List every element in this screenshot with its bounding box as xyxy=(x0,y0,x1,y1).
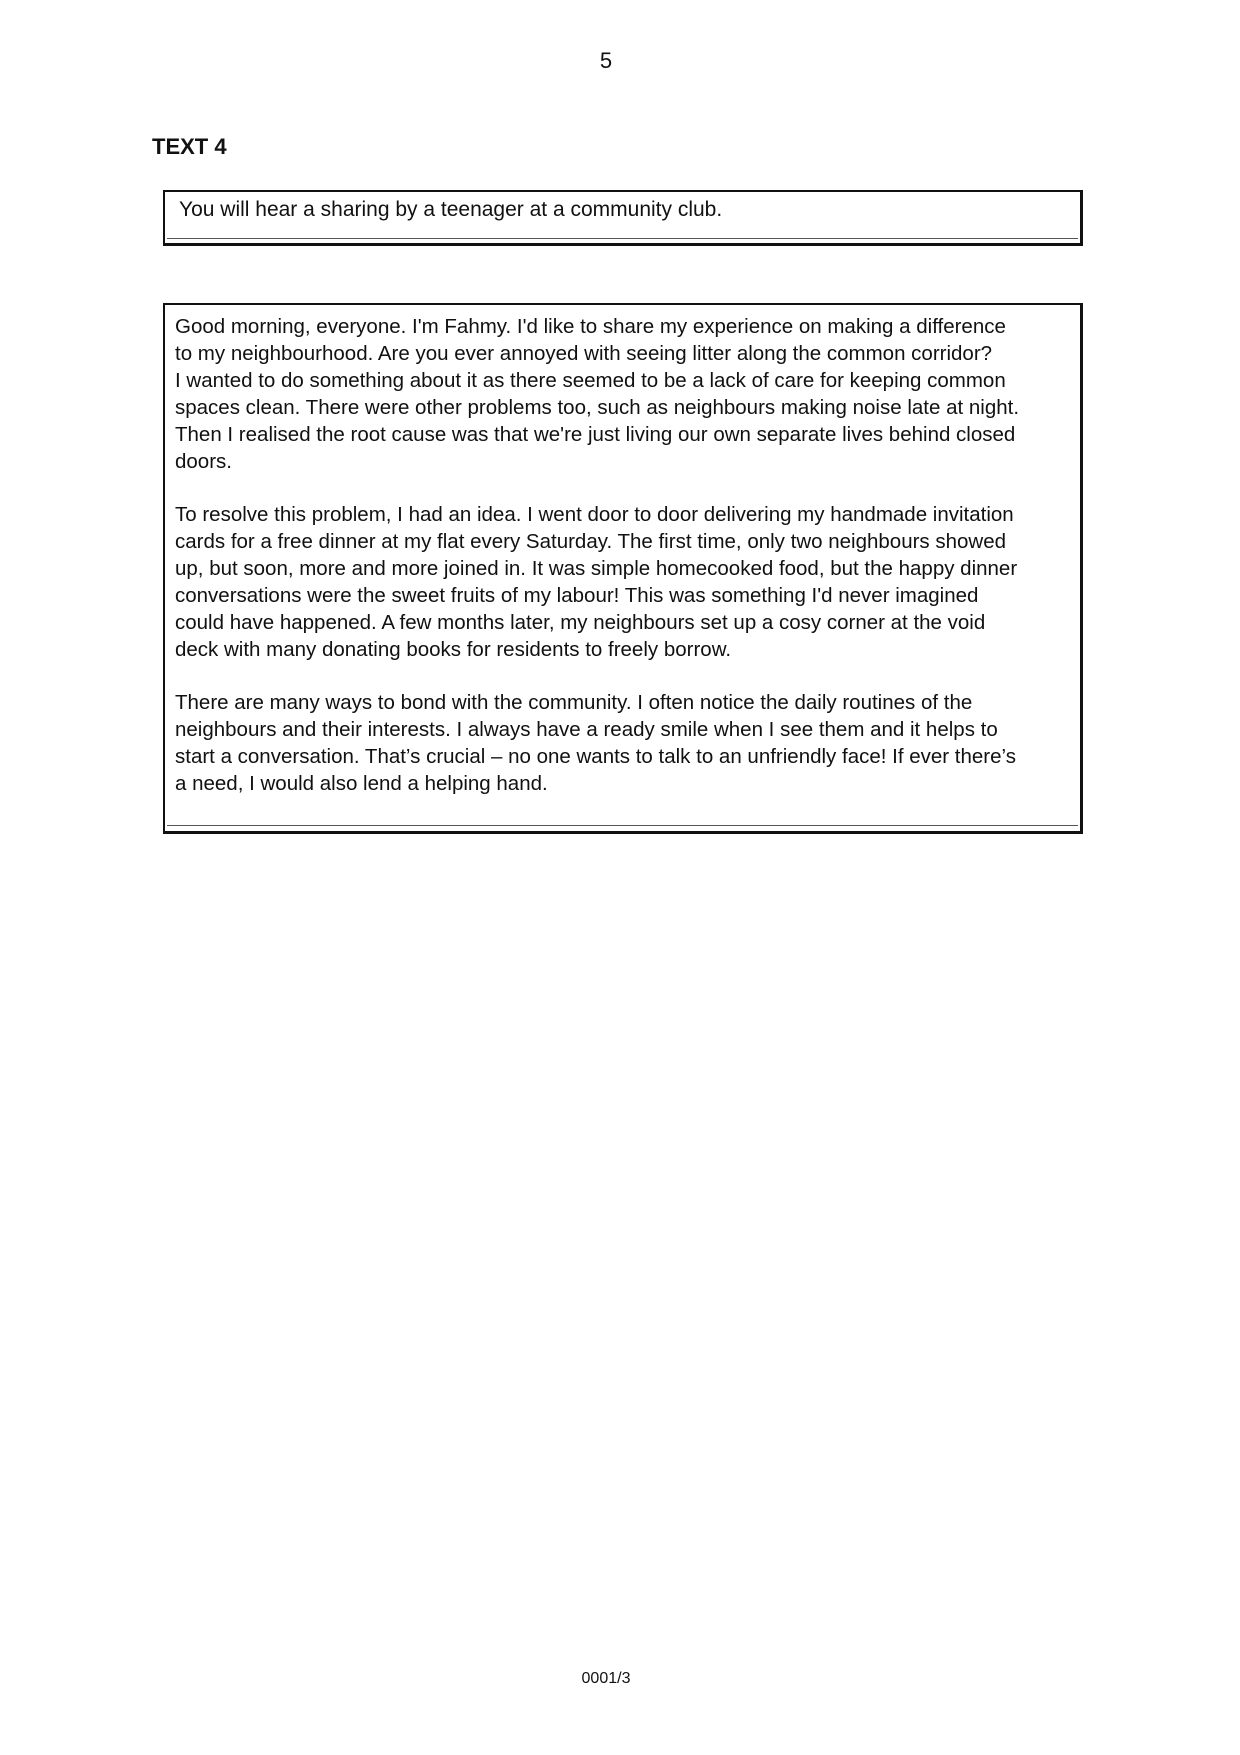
page-number: 5 xyxy=(599,48,613,73)
transcript-paragraph: Good morning, everyone. I'm Fahmy. I'd like to share my experience on making a difference to my neighbourhood. Are you ever annoyed with seeing litter along the common corridor? I wanted to do something about it as there seemed to be a lack of care for keeping common spaces clean. There were other problems too, such as neighbours making noise late at night. Then I realised the root cause was that we're just living our own separate lives behind closed doors. xyxy=(175,315,1020,473)
transcript-paragraph: To resolve this problem, I had an idea. I went door to door delivering my handmade invitation cards for a free dinner at my flat every Saturday. The first time, only two neighbours showed up, but soon, more and more joined in. It was simple homecooked food, but the happy dinner conversations were the sweet fruits of my labour! This was something I'd never imagined could have happened. A few months later, my neighbours set up a cosy corner at the void deck with many donating books for residents to freely borrow. xyxy=(175,503,1018,661)
instruction-text: You will hear a sharing by a teenager at a community club. xyxy=(179,198,723,221)
transcript-paragraph: There are many ways to bond with the community. I often notice the daily routines of the neighbours and their interests. I always have a ready smile when I see them and it helps to start a conversation. That’s crucial – no one wants to talk to an unfriendly face! If ever there’s a need, I would also lend a helping hand. xyxy=(175,691,1016,795)
transcript-box xyxy=(163,303,1083,834)
document-code: 0001/3 xyxy=(581,1670,631,1687)
section-title: TEXT 4 xyxy=(152,134,227,159)
instruction-box xyxy=(163,190,1083,246)
transcript-body xyxy=(175,313,1081,823)
